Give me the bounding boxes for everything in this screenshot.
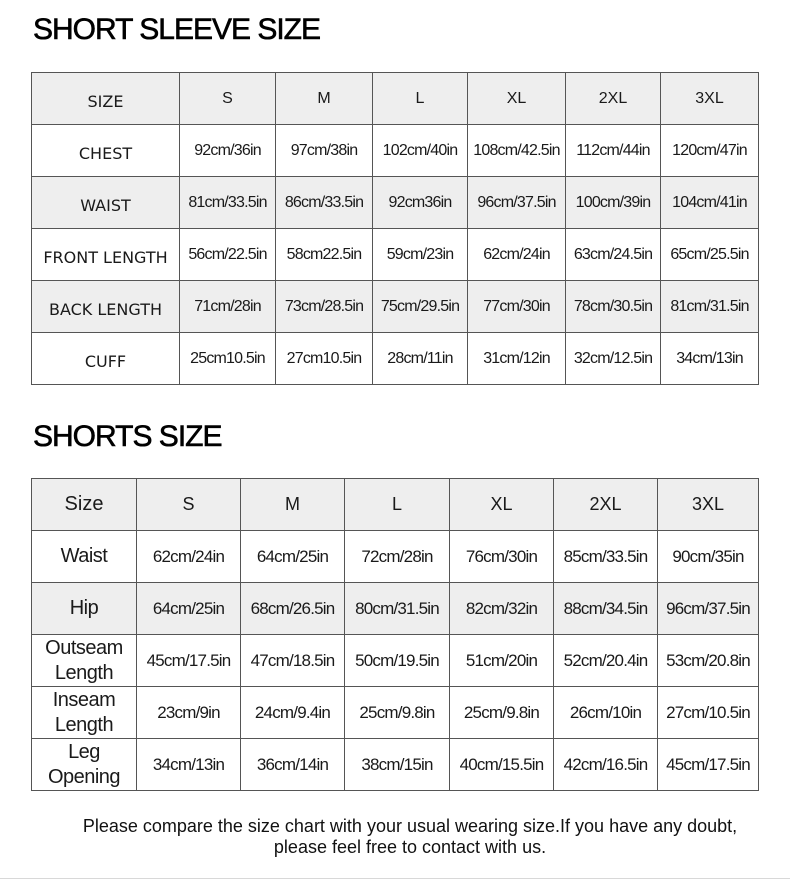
row-label: Waist (32, 531, 137, 583)
table-cell: 25cm10.5in (180, 333, 276, 385)
table-cell: 42cm/16.5in (554, 739, 658, 791)
table-header-row (32, 73, 759, 125)
table-row (32, 739, 759, 791)
row-label: Inseam Length (32, 687, 137, 739)
table-cell: 73cm/28.5in (276, 281, 373, 333)
table-cell: 38cm/15in (345, 739, 450, 791)
table-cell: 58cm22.5in (276, 229, 373, 281)
short-sleeve-size-table (31, 72, 759, 385)
table-cell: 90cm/35in (658, 531, 759, 583)
table-cell: 64cm/25in (137, 583, 241, 635)
table-row (32, 125, 759, 177)
header-cell: 2XL (554, 479, 658, 531)
table-cell: 112cm/44in (566, 125, 661, 177)
table-cell: 32cm/12.5in (566, 333, 661, 385)
table-cell: 104cm/41in (661, 177, 759, 229)
table-cell: 34cm/13in (661, 333, 759, 385)
size-advice-line: Please compare the size chart with your usual wearing size.If you have any doubt, (82, 816, 738, 836)
header-cell: L (373, 73, 468, 125)
table-cell: 100cm/39in (566, 177, 661, 229)
table-cell: 59cm/23in (373, 229, 468, 281)
size-advice-note (30, 816, 790, 858)
table-cell: 56cm/22.5in (180, 229, 276, 281)
table-cell: 86cm/33.5in (276, 177, 373, 229)
header-cell: M (241, 479, 345, 531)
table-cell: 92cm/36in (180, 125, 276, 177)
row-label: Leg Opening (32, 739, 137, 791)
table-cell: 120cm/47in (661, 125, 759, 177)
table-cell: 72cm/28in (345, 531, 450, 583)
shorts-size-title: SHORTS SIZE (33, 420, 222, 453)
table-cell: 26cm/10in (554, 687, 658, 739)
table-row (32, 281, 759, 333)
table-cell: 40cm/15.5in (450, 739, 554, 791)
table-row (32, 229, 759, 281)
divider (0, 878, 790, 879)
header-cell: M (276, 73, 373, 125)
table-cell: 88cm/34.5in (554, 583, 658, 635)
row-label: BACK LENGTH (32, 281, 180, 333)
table-row (32, 687, 759, 739)
table-cell: 75cm/29.5in (373, 281, 468, 333)
table-cell: 85cm/33.5in (554, 531, 658, 583)
table-cell: 50cm/19.5in (345, 635, 450, 687)
table-cell: 76cm/30in (450, 531, 554, 583)
table-cell: 68cm/26.5in (241, 583, 345, 635)
row-label: WAIST (32, 177, 180, 229)
table-header-row (32, 479, 759, 531)
table-cell: 53cm/20.8in (658, 635, 759, 687)
header-cell: Size (32, 479, 137, 531)
table-cell: 62cm/24in (468, 229, 566, 281)
table-cell: 25cm/9.8in (345, 687, 450, 739)
size-advice-line: please feel free to contact with us. (273, 837, 547, 857)
header-cell: L (345, 479, 450, 531)
header-cell: 2XL (566, 73, 661, 125)
table-cell: 47cm/18.5in (241, 635, 345, 687)
table-row (32, 333, 759, 385)
table-cell: 45cm/17.5in (137, 635, 241, 687)
table-cell: 52cm/20.4in (554, 635, 658, 687)
table-row (32, 583, 759, 635)
table-cell: 82cm/32in (450, 583, 554, 635)
table-row (32, 635, 759, 687)
table-cell: 92cm36in (373, 177, 468, 229)
table-cell: 77cm/30in (468, 281, 566, 333)
table-cell: 102cm/40in (373, 125, 468, 177)
header-cell: 3XL (658, 479, 759, 531)
table-cell: 27cm10.5in (276, 333, 373, 385)
table-cell: 71cm/28in (180, 281, 276, 333)
row-label: Hip (32, 583, 137, 635)
table-row (32, 177, 759, 229)
header-cell: 3XL (661, 73, 759, 125)
header-cell: XL (450, 479, 554, 531)
table-cell: 78cm/30.5in (566, 281, 661, 333)
table-cell: 96cm/37.5in (468, 177, 566, 229)
table-cell: 25cm/9.8in (450, 687, 554, 739)
row-label: CHEST (32, 125, 180, 177)
row-label: FRONT LENGTH (32, 229, 180, 281)
row-label: Outseam Length (32, 635, 137, 687)
header-cell: S (137, 479, 241, 531)
table-cell: 27cm/10.5in (658, 687, 759, 739)
shorts-size-table (31, 478, 759, 791)
header-cell: SIZE (32, 73, 180, 125)
table-cell: 45cm/17.5in (658, 739, 759, 791)
table-row (32, 531, 759, 583)
table-cell: 24cm/9.4in (241, 687, 345, 739)
table-cell: 34cm/13in (137, 739, 241, 791)
table-cell: 81cm/33.5in (180, 177, 276, 229)
table-cell: 80cm/31.5in (345, 583, 450, 635)
header-cell: S (180, 73, 276, 125)
table-cell: 63cm/24.5in (566, 229, 661, 281)
table-cell: 36cm/14in (241, 739, 345, 791)
table-cell: 97cm/38in (276, 125, 373, 177)
table-cell: 31cm/12in (468, 333, 566, 385)
short-sleeve-size-title: SHORT SLEEVE SIZE (33, 13, 320, 46)
table-cell: 51cm/20in (450, 635, 554, 687)
table-cell: 65cm/25.5in (661, 229, 759, 281)
row-label: CUFF (32, 333, 180, 385)
table-cell: 62cm/24in (137, 531, 241, 583)
table-cell: 28cm/11in (373, 333, 468, 385)
table-cell: 64cm/25in (241, 531, 345, 583)
header-cell: XL (468, 73, 566, 125)
table-cell: 96cm/37.5in (658, 583, 759, 635)
table-cell: 81cm/31.5in (661, 281, 759, 333)
table-cell: 23cm/9in (137, 687, 241, 739)
table-cell: 108cm/42.5in (468, 125, 566, 177)
